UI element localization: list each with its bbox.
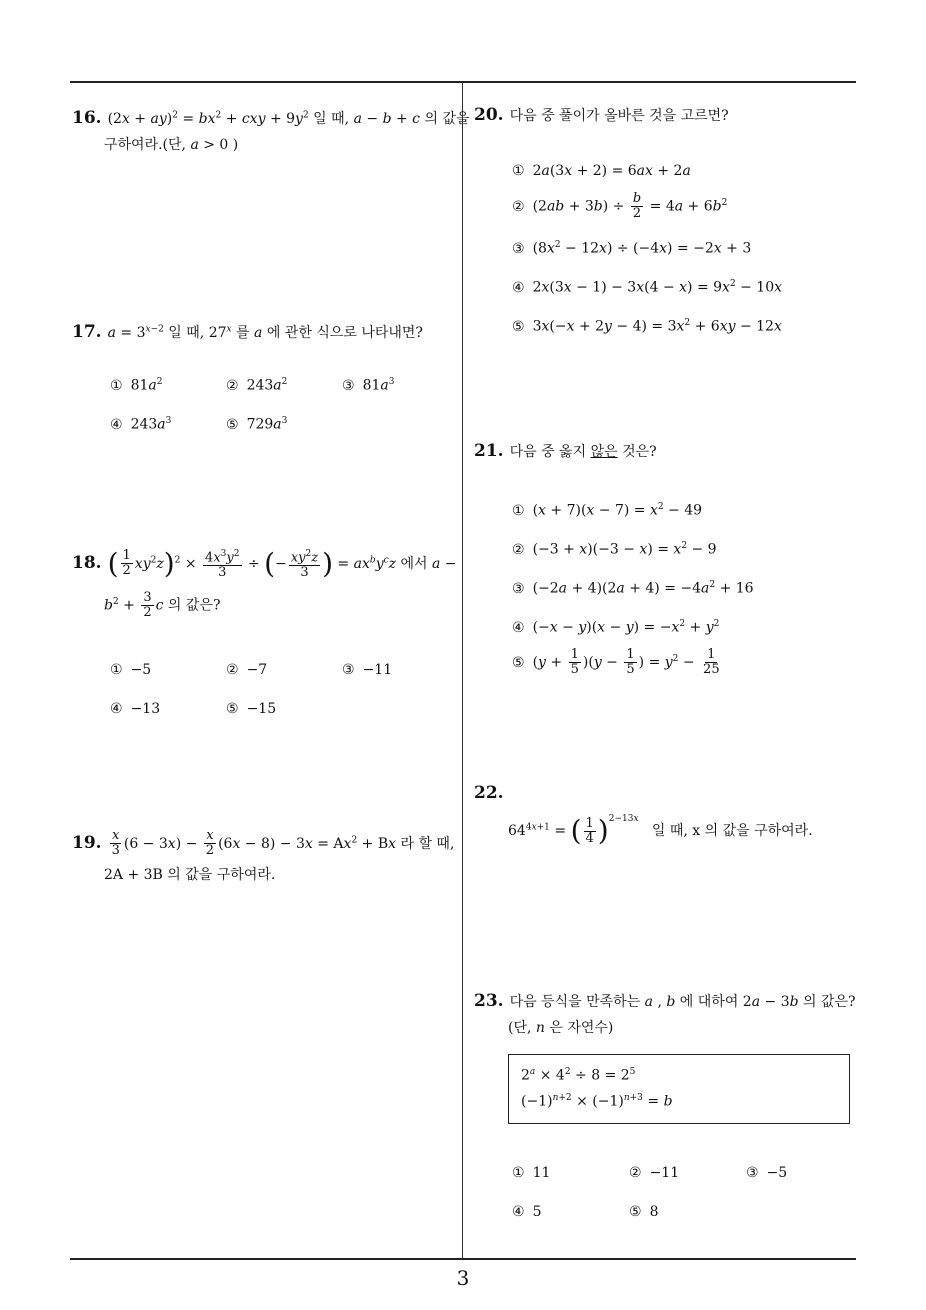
option-1[interactable]: ① $81a^2$ [110, 377, 163, 394]
option-5[interactable]: ⑤ 8 [629, 1204, 659, 1220]
question-number: 22. [474, 783, 504, 803]
question-number: 17. [72, 321, 102, 342]
question-text: $(2x + ay)^2 = bx^2$ + cxy + $9y^2$ 일 때, a − b + c 의 값을 [107, 110, 470, 127]
question-number: 21. [474, 441, 504, 461]
page-number: 3 [456, 1266, 470, 1290]
option-4[interactable]: ④ $2x(3x - 1) - 3x(4 - x) = 9x^2 - 10x$ [512, 279, 783, 296]
question-text-line2: $b^2$ + $\frac{3}{2}$ c 의 값은? [104, 589, 221, 620]
option-3[interactable]: ③ $(-2a + 4)(2a + 4) = -4a^2 + 16$ [512, 580, 754, 597]
option-4[interactable]: ④ 5 [512, 1204, 542, 1220]
option-4[interactable]: ④ −13 [110, 701, 161, 717]
option-3[interactable]: ③ −11 [342, 662, 393, 678]
question-16 [72, 102, 470, 158]
option-4[interactable]: ④ $243a^3$ [110, 416, 172, 433]
option-3[interactable]: ③ $81a^3$ [342, 377, 395, 394]
option-5[interactable]: ⑤ $3x(-x + 2y - 4) = 3x^2 + 6xy - 12x$ [512, 318, 782, 335]
column-divider [462, 82, 463, 1260]
question-number: 20. [474, 105, 504, 125]
question-text: $\frac{x}{3}$ (6 − 3x) − $\frac{x}{2}$ $(6x - 8) - 3x = Ax^2 + Bx$ 라 할 때, [111, 828, 455, 859]
question-22 [474, 780, 813, 851]
option-1[interactable]: ① 11 [512, 1165, 551, 1181]
question-18 [72, 540, 457, 623]
option-2[interactable]: ② −7 [226, 662, 268, 678]
question-text-line2: (단, n 은 자연수) [508, 1020, 614, 1036]
question-17 [72, 316, 423, 346]
option-1[interactable]: ① −5 [110, 662, 152, 678]
option-2[interactable]: ② −11 [629, 1165, 680, 1181]
option-1[interactable]: ① $(x + 7)(x - 7) = x^2 - 49$ [512, 502, 703, 519]
question-19 [72, 822, 454, 888]
question-text: 다음 등식을 만족하는 a , b 에 대하여 2a − 3b 의 값은? [509, 994, 856, 1010]
condition-line-2: $(-1)^{n+2} \times (-1)^{n+3} = b$ [521, 1093, 673, 1110]
question-number: 18. [72, 552, 102, 573]
question-number: 23. [474, 991, 504, 1011]
option-5[interactable]: ⑤ −15 [226, 701, 277, 717]
question-text-line2: 구하여라.(단, a > 0 ) [104, 136, 239, 153]
question-text: ( $\frac{1}{2}$ $xy^2z)^2$ × $\frac{4x^3y^2}{3}$ ÷ (− $\frac{xy^2z}{3}$ ) = $ax^by^cz$ 에서 a − [107, 546, 457, 581]
question-number: 19. [72, 832, 102, 853]
question-23 [474, 988, 856, 1041]
bottom-rule [70, 1258, 856, 1260]
question-20 [474, 102, 729, 129]
top-rule [70, 81, 856, 83]
question-text-line2: 2A + 3B 의 값을 구하여라. [104, 866, 276, 883]
question-text: $a = 3^{x-2}$ 일 때, 27$^x$ 를 a 에 관한 식으로 나타내면? [107, 324, 423, 341]
condition-line-1: $2^a \times 4^2 \div 8 = 2^5$ [521, 1067, 636, 1084]
option-3[interactable]: ③ −5 [746, 1165, 788, 1181]
question-text: $64^{4x+1}$ = ( $\frac{1}{4}$ )$^{2-13x}$ 일 때, x 의 값을 구하여라. [508, 814, 813, 847]
option-3[interactable]: ③ $(8x^2 - 12x) \div (-4x) = -2x + 3$ [512, 240, 752, 257]
question-text: 다음 중 옳지 않은 것은? [509, 444, 657, 460]
option-2[interactable]: ② $(-3 + x)(-3 - x) = x^2 - 9$ [512, 541, 717, 558]
option-2[interactable]: ② (2ab + 3b) ÷ $\frac{b}{2}$ = $4a + 6b^2$ [512, 191, 728, 221]
question-text: 다음 중 풀이가 올바른 것을 고르면? [509, 108, 729, 124]
question-21 [474, 438, 657, 465]
option-4[interactable]: ④ $(-x - y)(x - y) = -x^2 + y^2$ [512, 619, 720, 636]
option-1[interactable]: ① 2a(3x + 2) = 6ax + 2a [512, 163, 691, 179]
option-2[interactable]: ② $243a^2$ [226, 377, 288, 394]
condition-box [508, 1054, 850, 1124]
question-number: 16. [72, 107, 102, 128]
option-5[interactable]: ⑤ (y + $\frac{1}{5}$ )(y − $\frac{1}{5}$ ) = $y^2$ − $\frac{1}{25}$ [512, 647, 720, 677]
option-5[interactable]: ⑤ $729a^3$ [226, 416, 288, 433]
